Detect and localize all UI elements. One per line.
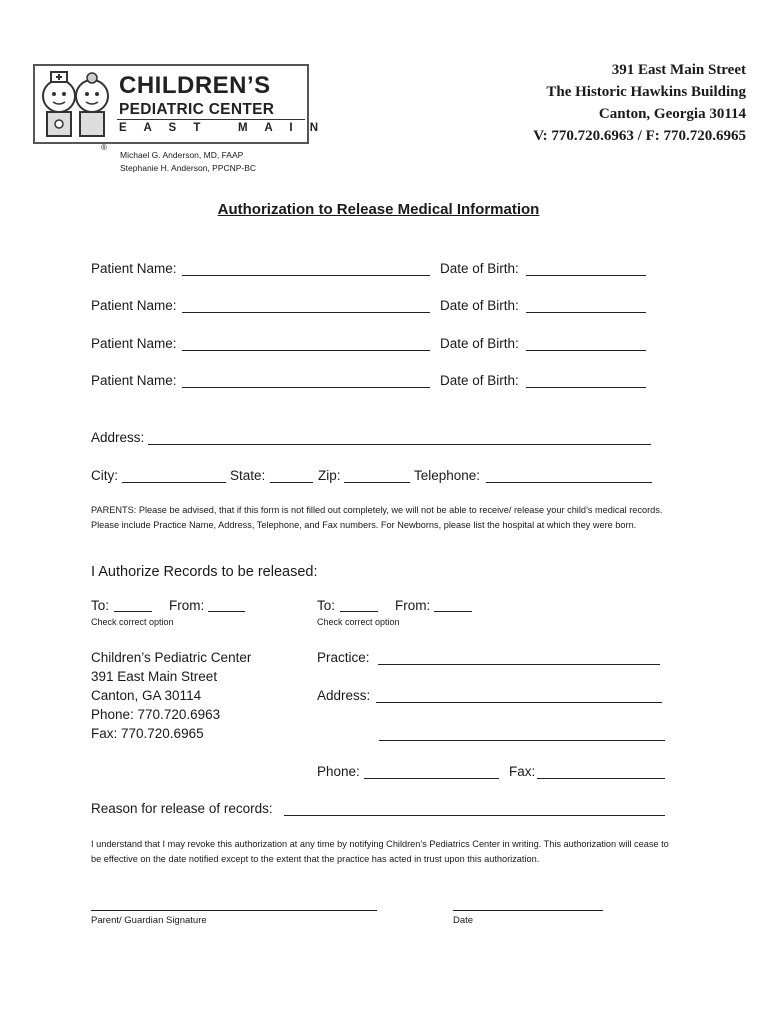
- practice-label: Practice:: [317, 650, 370, 665]
- date-field[interactable]: [453, 910, 603, 911]
- header-street: 391 East Main Street: [611, 62, 746, 78]
- logo: [33, 64, 326, 144]
- reason-field[interactable]: [284, 815, 665, 816]
- practice-phone-label: Phone:: [317, 764, 360, 779]
- children-mascot-icon: [37, 68, 115, 140]
- clinic-fax: Fax: 770.720.6965: [91, 726, 204, 741]
- dob-label: Date of Birth:: [440, 298, 519, 313]
- practice-address-field[interactable]: [376, 702, 662, 703]
- address-label: Address:: [91, 430, 145, 445]
- dob-label: Date of Birth:: [440, 373, 519, 388]
- from-label-right: From:: [395, 598, 431, 613]
- address-field[interactable]: [148, 444, 651, 445]
- logo-line-3: E A S T M A I N: [119, 122, 326, 134]
- date-label: Date: [453, 915, 474, 926]
- header-phones: V: 770.720.6963 / F: 770.720.6965: [533, 128, 746, 144]
- signature-field[interactable]: [91, 910, 377, 911]
- patient-name-field[interactable]: [182, 350, 430, 351]
- check-hint-left: Check correct option: [91, 617, 174, 627]
- logo-line-1: CHILDREN’S: [119, 72, 271, 99]
- practice-fax-field[interactable]: [537, 778, 665, 779]
- dob-field[interactable]: [526, 275, 646, 276]
- practice-address-field-2[interactable]: [379, 740, 665, 741]
- patient-name-label: Patient Name:: [91, 261, 177, 276]
- to-label-left: To:: [91, 598, 110, 613]
- header-city: Canton, Georgia 30114: [598, 106, 746, 122]
- patient-name-label: Patient Name:: [91, 373, 177, 388]
- parents-notice: PARENTS: Please be advised, that if this form is not filled out completely, we will not be able to receive/ release your child’s medical records. Please include Practice Name, Address, Telephone, and Fax numbers. For Newborns, please list the hospital at which they were born.: [91, 505, 663, 530]
- revoke-notice: I understand that I may revoke this authorization at any time by notifying Children’s Pediatrics Center in writing. This authorization will cease to be effective on the date notified except to the extent that the practice has acted in trust upon this authorization.: [91, 839, 669, 864]
- clinic-city: Canton, GA 30114: [91, 688, 202, 703]
- state-field[interactable]: [270, 482, 313, 483]
- patient-name-label: Patient Name:: [91, 336, 177, 351]
- authorize-heading: I Authorize Records to be released:: [91, 564, 318, 580]
- dob-label: Date of Birth:: [440, 261, 519, 276]
- practice-phone-field[interactable]: [364, 778, 499, 779]
- page-title: Authorization to Release Medical Information: [217, 201, 540, 218]
- clinic-phone: Phone: 770.720.6963: [91, 707, 221, 722]
- patient-name-label: Patient Name:: [91, 298, 177, 313]
- signature-label: Parent/ Guardian Signature: [91, 915, 207, 926]
- state-label: State:: [230, 468, 266, 483]
- registered-mark: ®: [101, 143, 107, 152]
- logo-line-2: PEDIATRIC CENTER: [119, 101, 275, 118]
- city-field[interactable]: [122, 482, 226, 483]
- clinic-street: 391 East Main Street: [91, 669, 218, 684]
- patient-name-field[interactable]: [182, 275, 430, 276]
- dob-field[interactable]: [526, 312, 646, 313]
- header-building: The Historic Hawkins Building: [546, 84, 746, 100]
- practice-fax-label: Fax:: [509, 764, 536, 779]
- zip-label: Zip:: [318, 468, 341, 483]
- check-hint-right: Check correct option: [317, 617, 400, 627]
- to-label-right: To:: [317, 598, 336, 613]
- physician-2: Stephanie H. Anderson, PPCNP-BC: [120, 163, 257, 173]
- city-label: City:: [91, 468, 118, 483]
- patient-name-field[interactable]: [182, 387, 430, 388]
- from-label-left: From:: [169, 598, 205, 613]
- telephone-field[interactable]: [486, 482, 652, 483]
- practice-field[interactable]: [378, 664, 660, 665]
- practice-address-label: Address:: [317, 688, 371, 703]
- from-checkbox-left[interactable]: [208, 611, 245, 612]
- patient-name-field[interactable]: [182, 312, 430, 313]
- logo-divider: [117, 119, 305, 120]
- dob-field[interactable]: [526, 387, 646, 388]
- to-checkbox-left[interactable]: [114, 611, 152, 612]
- dob-field[interactable]: [526, 350, 646, 351]
- clinic-name: Children’s Pediatric Center: [91, 650, 252, 665]
- reason-label: Reason for release of records:: [91, 801, 273, 816]
- from-checkbox-right[interactable]: [434, 611, 472, 612]
- dob-label: Date of Birth:: [440, 336, 519, 351]
- telephone-label: Telephone:: [414, 468, 481, 483]
- to-checkbox-right[interactable]: [340, 611, 378, 612]
- physician-1: Michael G. Anderson, MD, FAAP: [120, 150, 244, 160]
- zip-field[interactable]: [344, 482, 410, 483]
